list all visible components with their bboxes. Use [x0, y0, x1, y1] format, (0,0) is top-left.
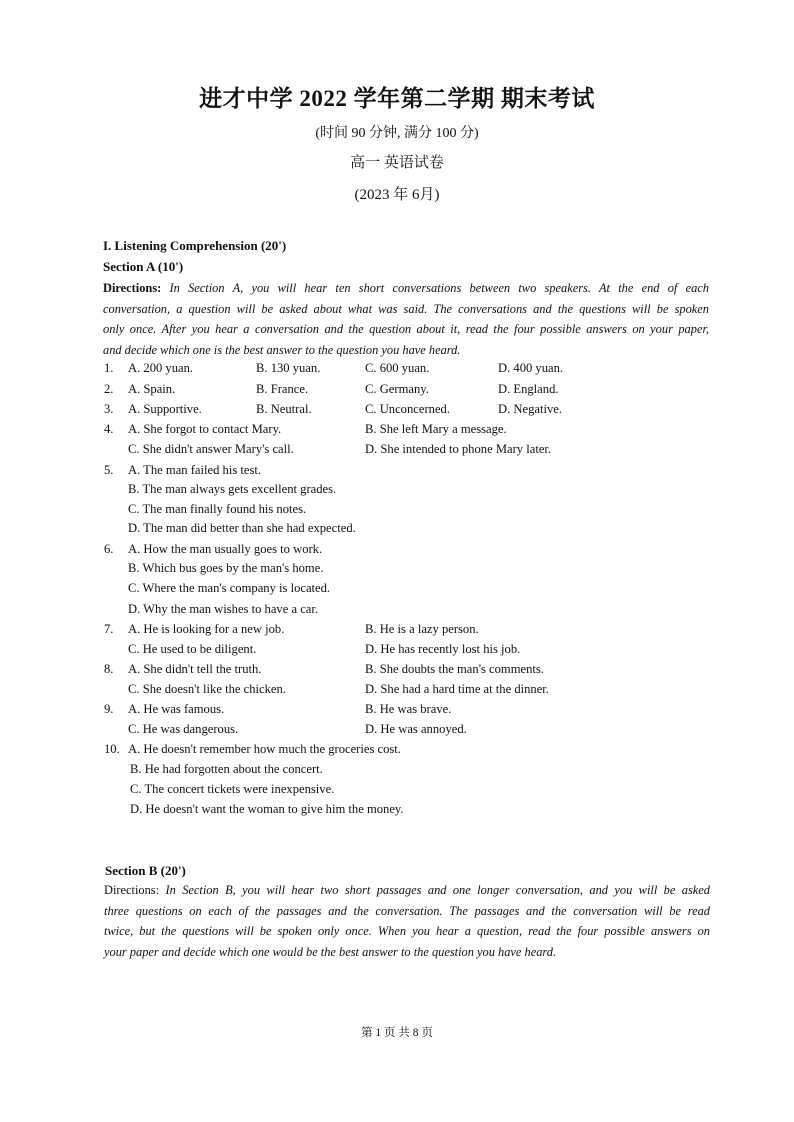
- directions-line: and decide which one is the best answer to the question you have heard.: [103, 342, 461, 357]
- answer-option: C. Where the man's company is located.: [128, 581, 331, 595]
- answer-option: B. He is a lazy person.: [365, 622, 479, 636]
- directions-line: In Section B, you will hear two short passages and one longer conversation, and you will be asked: [165, 883, 710, 897]
- answer-option: A. How the man usually goes to work.: [128, 542, 323, 556]
- answer-option: A. The man failed his test.: [128, 463, 262, 477]
- answer-option: D. Why the man wishes to have a car.: [128, 602, 319, 616]
- answer-option: C. Germany.: [365, 382, 429, 396]
- answer-option: C. 600 yuan.: [365, 361, 430, 375]
- exam-time-score: (时间 90 分钟, 满分 100 分): [315, 126, 479, 141]
- answer-option: C. He used to be diligent.: [128, 642, 257, 656]
- directions-line: your paper and decide which one would be the best answer to the question you have heard.: [104, 944, 557, 959]
- answer-option: D. He doesn't want the woman to give him the money.: [130, 802, 404, 816]
- answer-option: A. Supportive.: [128, 402, 202, 416]
- answer-option: A. Spain.: [128, 382, 176, 396]
- question-number: 8.: [104, 662, 114, 676]
- answer-option: B. He was brave.: [365, 702, 452, 716]
- question-number: 1.: [104, 361, 114, 375]
- answer-option: B. 130 yuan.: [256, 361, 321, 375]
- answer-option: C. He was dangerous.: [128, 722, 239, 736]
- answer-option: D. He was annoyed.: [365, 722, 467, 736]
- question-number: 5.: [104, 463, 114, 477]
- section-a-heading: Section A (10'): [103, 259, 184, 274]
- question-number: 7.: [104, 622, 114, 636]
- section-b-directions: [104, 880, 710, 962]
- answer-option: B. She doubts the man's comments.: [365, 662, 544, 676]
- directions-line: twice, but the questions will be spoken only once. When you hear a question, read the four possible answers on: [104, 924, 710, 938]
- answer-option: A. She didn't tell the truth.: [128, 662, 262, 676]
- answer-option: B. He had forgotten about the concert.: [130, 762, 323, 776]
- answer-option: A. He was famous.: [128, 702, 225, 716]
- section-b-heading: Section B (20'): [105, 863, 186, 878]
- section-a-directions: [103, 278, 709, 360]
- directions-line: three questions on each of the passages and the conversation. The passages and the conversation will be read: [104, 903, 710, 918]
- exam-title: 进才中学 2022 学年第二学期 期末考试: [199, 86, 595, 111]
- answer-option: B. Neutral.: [256, 402, 312, 416]
- answer-option: A. She forgot to contact Mary.: [128, 422, 282, 436]
- answer-option: D. England.: [498, 382, 559, 396]
- section-a-directions-label: Directions:: [103, 281, 162, 295]
- exam-grade-subject: 高一 英语试卷: [350, 155, 444, 171]
- question-number: 9.: [104, 702, 114, 716]
- question-number: 4.: [104, 422, 114, 436]
- directions-line: conversation, a question will be asked about what was said. The conversations and the questions will be spoken: [103, 301, 709, 316]
- directions-line: In Section A, you will hear ten short conversations between two speakers. At the end of each: [169, 281, 709, 295]
- exam-date: (2023 年 6月): [354, 187, 440, 203]
- answer-option: D. Negative.: [498, 402, 562, 416]
- answer-option: B. France.: [256, 382, 309, 396]
- answer-option: A. He is looking for a new job.: [128, 622, 285, 636]
- question-number: 3.: [104, 402, 114, 416]
- section-b-directions-label: Directions:: [104, 883, 160, 897]
- answer-option: A. 200 yuan.: [128, 361, 194, 375]
- answer-option: B. Which bus goes by the man's home.: [128, 561, 324, 575]
- answer-option: C. The man finally found his notes.: [128, 502, 307, 516]
- part-heading-listening: I. Listening Comprehension (20'): [103, 238, 287, 253]
- answer-option: D. The man did better than she had expected.: [128, 521, 356, 535]
- answer-option: B. She left Mary a message.: [365, 422, 507, 436]
- answer-option: C. She didn't answer Mary's call.: [128, 442, 294, 456]
- page-footer: 第 1 页 共 8 页: [361, 1027, 433, 1039]
- answer-option: D. He has recently lost his job.: [365, 642, 521, 656]
- question-number: 10.: [104, 742, 120, 756]
- directions-line: only once. After you hear a conversation and the question about it, read the four possible answers on your paper,: [103, 322, 709, 336]
- answer-option: C. She doesn't like the chicken.: [128, 682, 286, 696]
- question-number: 6.: [104, 542, 114, 556]
- answer-option: B. The man always gets excellent grades.: [128, 482, 337, 496]
- answer-option: A. He doesn't remember how much the groceries cost.: [128, 742, 401, 756]
- answer-option: C. The concert tickets were inexpensive.: [130, 782, 335, 796]
- answer-option: D. 400 yuan.: [498, 361, 564, 375]
- answer-option: D. She had a hard time at the dinner.: [365, 682, 549, 696]
- question-number: 2.: [104, 382, 114, 396]
- answer-option: C. Unconcerned.: [365, 402, 450, 416]
- answer-option: D. She intended to phone Mary later.: [365, 442, 552, 456]
